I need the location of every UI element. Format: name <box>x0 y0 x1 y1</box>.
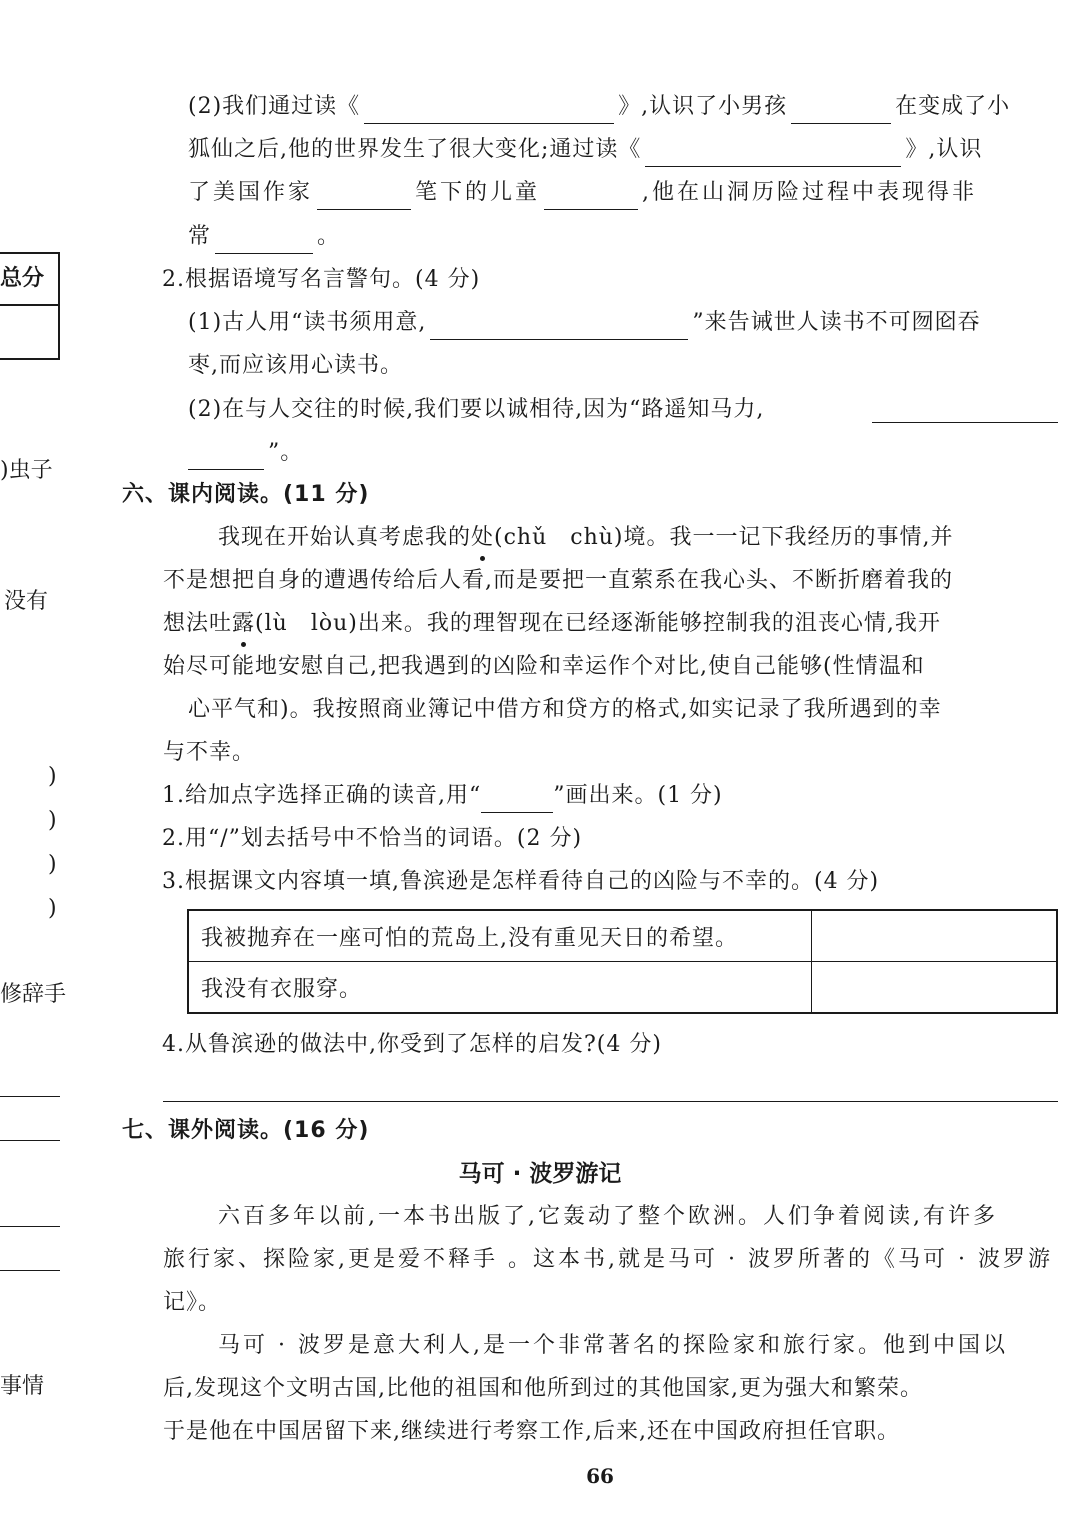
answer-table <box>187 909 1058 1014</box>
table-row <box>188 910 1057 962</box>
q5-2-2-line2: ”。 <box>188 436 303 470</box>
s6-question-3: 3.根据课文内容填一填,鲁滨逊是怎样看待自己的凶险与不幸的。(4 分) <box>162 869 880 894</box>
q5-2-1-line2: 枣,而应该用心读书。 <box>188 353 403 378</box>
answer-blank[interactable] <box>872 422 1058 423</box>
article-title: 马可 · 波罗游记 <box>458 1161 622 1187</box>
dotted-char: 露 <box>232 607 255 641</box>
q5-p2-line3: 了美国作家 笔下的儿童 ,他在山洞历险过程中表现得非 <box>188 176 977 210</box>
margin-fragment: 事情 <box>0 1374 45 1399</box>
article-line: 旅行家、探险家,更是爱不释手 。这本书,就是马可 · 波罗所著的《马可 · 波罗游 <box>163 1247 1053 1272</box>
article-line: 马可 · 波罗是意大利人,是一个非常著名的探险家和旅行家。他到中国以 <box>218 1333 1008 1358</box>
q5-2-1-line1: (1)古人用“读书须用意, ”来告诫世人读书不可囫囵吞 <box>188 306 981 340</box>
margin-fragment: 没有 <box>4 589 49 614</box>
margin-fragment: ) <box>48 852 57 877</box>
article-line: 后,发现这个文明古国,比他的祖国和他所到过的其他国家,更为强大和繁荣。 <box>163 1376 923 1401</box>
article-line: 记》。 <box>163 1290 222 1315</box>
article-line: 六百多年以前,一本书出版了,它轰动了整个欧洲。人们争着阅读,有许多 <box>218 1204 998 1229</box>
q5-p2-line2: 狐仙之后,他的世界发生了很大变化;通过读《 》,认识 <box>188 133 982 167</box>
score-box-label: 总分 <box>0 254 58 306</box>
margin-answer-line <box>0 1096 60 1097</box>
passage-line: 不是想把自身的遭遇传给后人看,而是要把一直萦系在我心头、不断折磨着我的 <box>163 568 953 593</box>
passage-line: 与不幸。 <box>163 740 256 765</box>
score-box <box>0 252 60 360</box>
table-answer-cell[interactable] <box>812 910 1058 962</box>
margin-fragment: 修辞手 <box>0 982 67 1007</box>
answer-line[interactable] <box>163 1101 1058 1102</box>
page-number: 66 <box>586 1464 614 1488</box>
passage-line: 想法吐露(lù lòu)出来。我的理智现在已经逐渐能够控制我的沮丧心情,我开 <box>163 607 941 641</box>
margin-answer-line <box>0 1226 60 1227</box>
s6-question-2: 2.用“/”划去括号中不恰当的词语。(2 分) <box>162 826 583 851</box>
margin-answer-line <box>0 1140 60 1141</box>
s6-question-4: 4.从鲁滨逊的做法中,你受到了怎样的启发?(4 分) <box>162 1032 662 1057</box>
answer-blank[interactable] <box>215 229 313 254</box>
passage-line: 我现在开始认真考虑我的处(chǔ chù)境。我一一记下我经历的事情,并 <box>218 521 954 555</box>
answer-blank[interactable] <box>791 99 891 124</box>
answer-blank[interactable] <box>364 99 614 124</box>
margin-fragment: ) <box>48 808 57 833</box>
margin-answer-line <box>0 1270 60 1271</box>
answer-blank[interactable] <box>430 315 688 340</box>
table-cell-statement: 我没有衣服穿。 <box>188 962 812 1014</box>
underline-sample <box>481 788 553 813</box>
answer-blank[interactable] <box>544 185 638 210</box>
s6-question-1: 1.给加点字选择正确的读音,用“ ”画出来。(1 分) <box>162 779 723 813</box>
table-row <box>188 962 1057 1014</box>
answer-blank[interactable] <box>188 445 264 470</box>
section7-title: 七、课外阅读。(16 分) <box>122 1118 370 1143</box>
passage-line: 心平气和)。我按照商业簿记中借方和贷方的格式,如实记录了我所遇到的幸 <box>188 697 942 722</box>
section6-title: 六、课内阅读。(11 分) <box>122 482 370 507</box>
table-answer-cell[interactable] <box>812 962 1058 1014</box>
article-line: 于是他在中国居留下来,继续进行考察工作,后来,还在中国政府担任官职。 <box>163 1419 900 1444</box>
q5-p2-line1: (2)我们通过读《 》,认识了小男孩 在变成了小 <box>188 90 1010 124</box>
answer-blank[interactable] <box>317 185 411 210</box>
q5-p2-line4: 常 。 <box>188 220 340 254</box>
passage-line: 始尽可能地安慰自己,把我遇到的凶险和幸运作个对比,使自己能够(性情温和 <box>163 654 925 679</box>
answer-blank[interactable] <box>645 142 901 167</box>
margin-fragment: ) <box>48 896 57 921</box>
table-cell-statement: 我被抛弃在一座可怕的荒岛上,没有重见天日的希望。 <box>188 910 812 962</box>
q5-question-2: 2.根据语境写名言警句。(4 分) <box>162 267 481 292</box>
dotted-char: 处 <box>471 521 494 555</box>
margin-fragment: ) <box>48 764 57 789</box>
margin-fragment: )虫子 <box>0 458 53 483</box>
q5-2-2-line1: (2)在与人交往的时候,我们要以诚相待,因为“路遥知马力, <box>188 397 765 422</box>
